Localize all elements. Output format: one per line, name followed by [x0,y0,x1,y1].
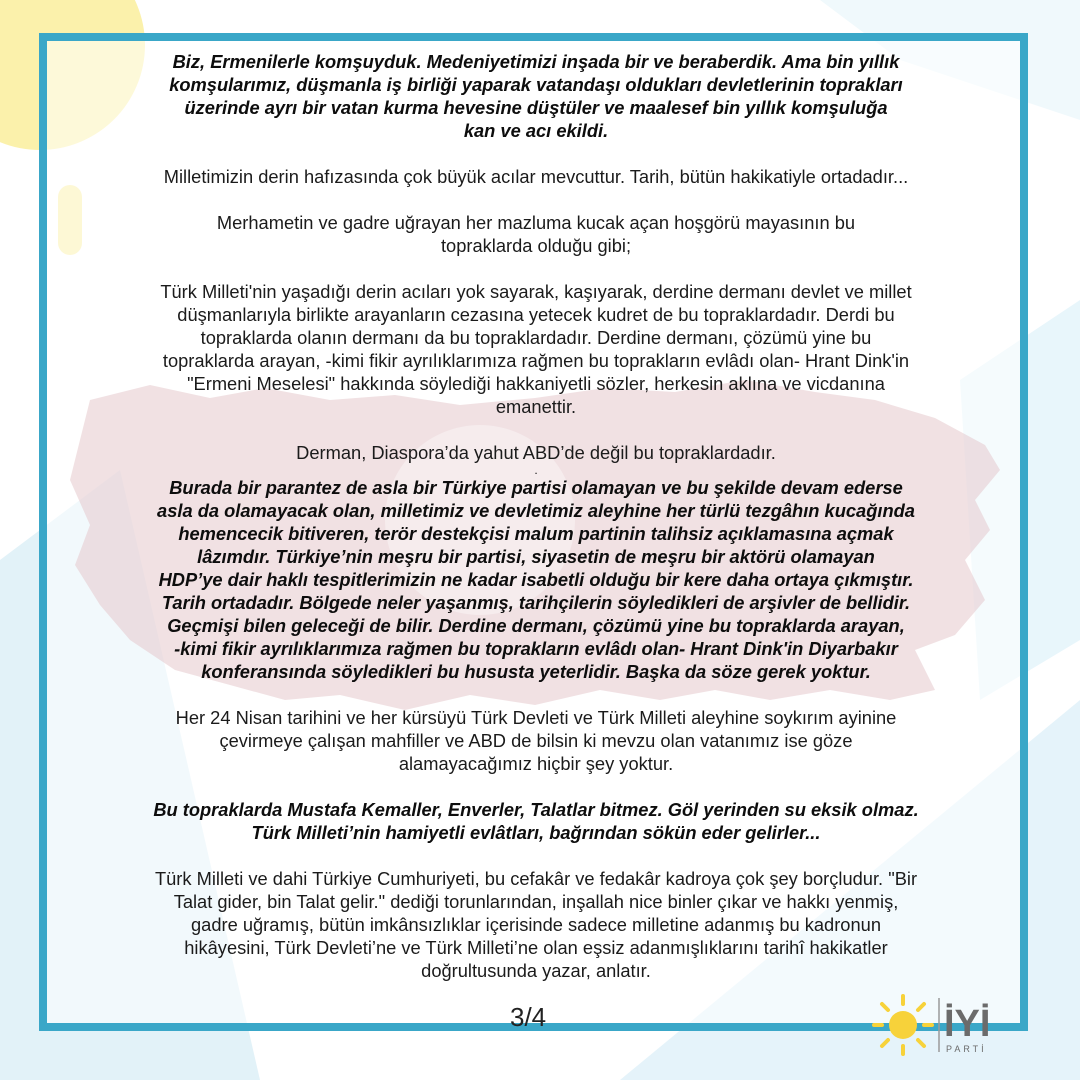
statement-text [60,50,1012,982]
text-line: alamayacağımız hiçbir şey yoktur. [398,753,674,774]
text-line: üzerinde ayrı bir vatan kurma hevesine düştüler ve maalesef bin yıllık komşuluğa [184,97,888,118]
text-line: Burada bir parantez de asla bir Türkiye partisi olamayan ve bu şekilde devam ederse [169,477,903,498]
text-line: gadre uğramış, bütün imkânsızlıklar içerisinde sadece milletine adanmış bu kadronun [191,914,881,935]
text-line: emanettir. [495,396,577,417]
text-line: topraklarda olanın dermanı da bu topraklardadır. Derdine dermanı, çözümü yine bu [200,327,872,348]
paragraph-closing [60,867,1012,982]
text-line: çevirmeye çalışan mahfiller ve ABD de bilsin ki mevzu olan vatanımız ise göze [219,730,853,751]
paragraph-memory [60,165,1012,188]
text-line: HDP’ye dair haklı tespitlerimizin ne kadar isabetli olduğu bir kere daha ortaya çıkmıştır. [158,569,914,590]
text-line: konferansında söyledikleri bu hususta yeterlidir. Başka da söze gerek yoktur. [201,661,871,682]
text-line: asla da olamayacak olan, milletimiz ve devletimiz aleyhine her türlü tezgâhın kucağında [157,500,915,521]
paragraph-intro [60,50,1012,142]
logo-subtitle: PARTİ [946,1044,987,1054]
text-line: hemencecik bitiveren, terör destekçisi malum partinin talihsiz açıklamasına açmak [178,523,894,544]
text-line: lâzımdır. Türkiye’nin meşru bir partisi, siyasetin de meşru bir aktörü olamayan [197,546,875,567]
text-line: Geçmişi bilen geleceği de bilir. Derdine dermanı, çözümü yine bu topraklarda arayan, [167,615,905,636]
paragraph-april24 [60,706,1012,775]
text-line: doğrultusunda yazar, anlatır. [421,960,651,981]
paragraph-diaspora [60,441,1012,464]
text-line: düşmanlarıyla birlikte arayanların cezasına yetecek kudret de bu topraklardadır. Derdi bu [177,304,895,325]
separator-dot: . [534,463,538,477]
text-line: kan ve acı ekildi. [463,120,609,141]
text-line: komşularımız, düşmanla iş birliği yaparak vatandaşı oldukları devletlerinin toprakları [169,74,903,95]
text-line: topraklarda arayan, -kimi fikir ayrılıklarımıza rağmen bu toprakların evlâdı olan- Hrant Dink'in [162,350,910,371]
text-line: Türk Milleti’nin hamiyetli evlâtları, bağrından sökün eder gelirler... [251,822,821,843]
text-line: topraklarda olduğu gibi; [440,235,632,256]
logo-name: İYİ [944,1003,991,1045]
text-line: Türk Milleti'nin yaşadığı derin acıları yok sayarak, kaşıyarak, derdine dermanı devlet ve millet [160,281,912,302]
paragraph-hdp [60,476,1012,683]
text-line: Her 24 Nisan tarihini ve her kürsüyü Türk Devleti ve Türk Milleti aleyhine soykırım ayinine [175,707,897,728]
text-line: Türk Milleti ve dahi Türkiye Cumhuriyeti, bu cefakâr ve fedakâr kadroya çok şey borçludur. "Bir [154,868,918,889]
paragraph-heroes [60,798,1012,844]
iyi-parti-logo [868,990,998,1060]
paragraph-compassion [60,211,1012,257]
text-line: hikâyesini, Türk Devleti’ne ve Türk Milleti’ne olan eşsiz adanmışlıklarını tarihî hakikatler [184,937,888,958]
page-indicator: 3/4 [510,1002,547,1032]
text-line: -kimi fikir ayrılıklarımıza rağmen bu toprakların evlâdı olan- Hrant Dink'in Diyarbakır [174,638,898,659]
text-line: "Ermeni Meselesi" hakkında söylediği hakkaniyetli sözler, herkesin aklına ve vicdanına [187,373,885,394]
text-line: Milletimizin derin hafızasında çok büyük acılar mevcuttur. Tarih, bütün hakikatiyle ortadadır... [163,166,909,187]
text-line: Biz, Ermenilerle komşuyduk. Medeniyetimizi inşada bir ve beraberdik. Ama bin yıllık [172,51,900,72]
text-line: Merhametin ve gadre uğrayan her mazluma kucak açan hoşgörü mayasının bu [216,212,856,233]
sun-icon [874,996,932,1054]
text-line: Tarih ortadadır. Bölgede neler yaşanmış, tarihçilerin söyledikleri de arşivler de bellidir. [161,592,911,613]
text-line: Bu topraklarda Mustafa Kemaller, Enverler, Talatlar bitmez. Göl yerinden su eksik olmaz. [153,799,919,820]
text-line: Talat gider, bin Talat gelir." dediği torunlarından, inşallah nice binler çıkar ve hakkı yenmiş, [173,891,899,912]
paragraph-remedy [60,280,1012,418]
text-line: Derman, Diaspora’da yahut ABD’de değil bu topraklardadır. [296,442,776,463]
